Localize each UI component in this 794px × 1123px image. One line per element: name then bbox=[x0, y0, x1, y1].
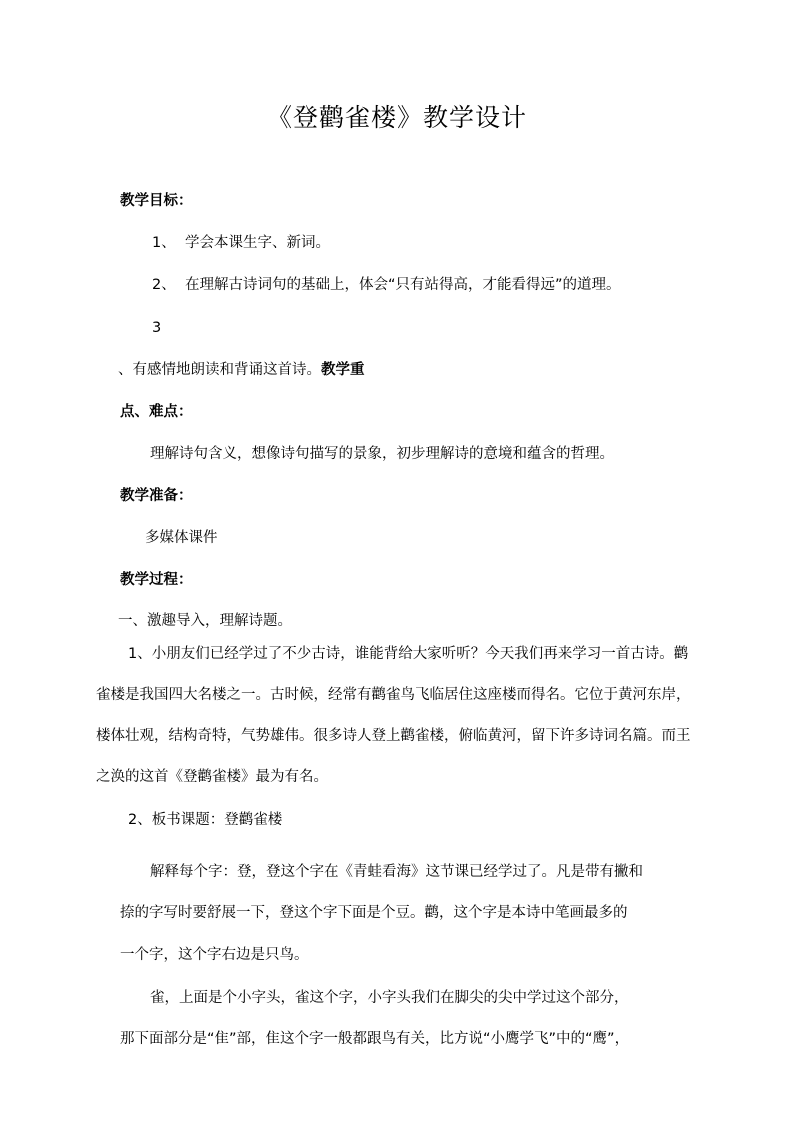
objectives-heading: 教学目标： bbox=[120, 193, 193, 209]
keypoints-text: 理解诗句含义，想像诗句描写的景象，初步理解诗的意境和蕴含的哲理。 bbox=[150, 446, 614, 462]
objective-3-number: 3 bbox=[152, 320, 162, 336]
preparation-heading: 教学准备： bbox=[120, 488, 193, 504]
paragraph-1-line-4: 之涣的这首《登鹳雀楼》最为有名。 bbox=[96, 769, 328, 785]
keypoints-heading-part2: 点、难点： bbox=[120, 404, 193, 420]
paragraph-1-line-2: 雀楼是我国四大名楼之一。古时候，经常有鹳雀鸟飞临居住这座楼而得名。它位于黄河东岸， bbox=[96, 687, 691, 703]
paragraph-2-line-2: 捺的字写时要舒展一下，登这个字下面是个豆。鹳，这个字是本诗中笔画最多的 bbox=[120, 905, 628, 921]
preparation-text: 多媒体课件 bbox=[145, 530, 218, 546]
objective-3-text: 、有感情地朗读和背诵这首诗。 bbox=[118, 362, 321, 378]
objective-2-number: 2、 bbox=[152, 277, 176, 293]
objective-1-number: 1、 bbox=[152, 235, 176, 251]
process-section-1: 一、激趣导入，理解诗题。 bbox=[118, 613, 292, 629]
paragraph-3-line-1: 雀，上面是个小字头，雀这个字，小字头我们在脚尖的尖中学过这个部分， bbox=[150, 990, 629, 1006]
paragraph-1-line-3: 楼体壮观，结构奇特，气势雄伟。很多诗人登上鹳雀楼，俯临黄河，留下许多诗词名篇。而王 bbox=[96, 728, 691, 744]
paragraph-3-line-2: 那下面部分是“隹”部，隹这个字一般都跟鸟有关，比方说“小鹰学飞”中的“鹰”， bbox=[120, 1031, 630, 1047]
paragraph-1-line-1: 1、小朋友们已经学过了不少古诗，谁能背给大家听听？今天我们再来学习一首古诗。鹳 bbox=[128, 646, 689, 662]
paragraph-2-line-3: 一个字，这个字右边是只鸟。 bbox=[120, 947, 309, 963]
process-heading: 教学过程： bbox=[120, 572, 193, 588]
keypoints-heading-part1: 教学重 bbox=[321, 362, 365, 378]
paragraph-2-line-1: 解释每个字：登，登这个字在《青蛙看海》这节课已经学过了。凡是带有撇和 bbox=[150, 864, 643, 880]
objective-1-text: 学会本课生字、新词。 bbox=[185, 235, 330, 251]
document-title: 《登鹳雀楼》教学设计 bbox=[266, 103, 527, 132]
objective-3-text-line bbox=[118, 360, 365, 380]
process-item-2: 2、板书课题：登鹳雀楼 bbox=[128, 812, 283, 828]
objective-2-text: 在理解古诗词句的基础上，体会“只有站得高，才能看得远”的道理。 bbox=[185, 277, 621, 293]
